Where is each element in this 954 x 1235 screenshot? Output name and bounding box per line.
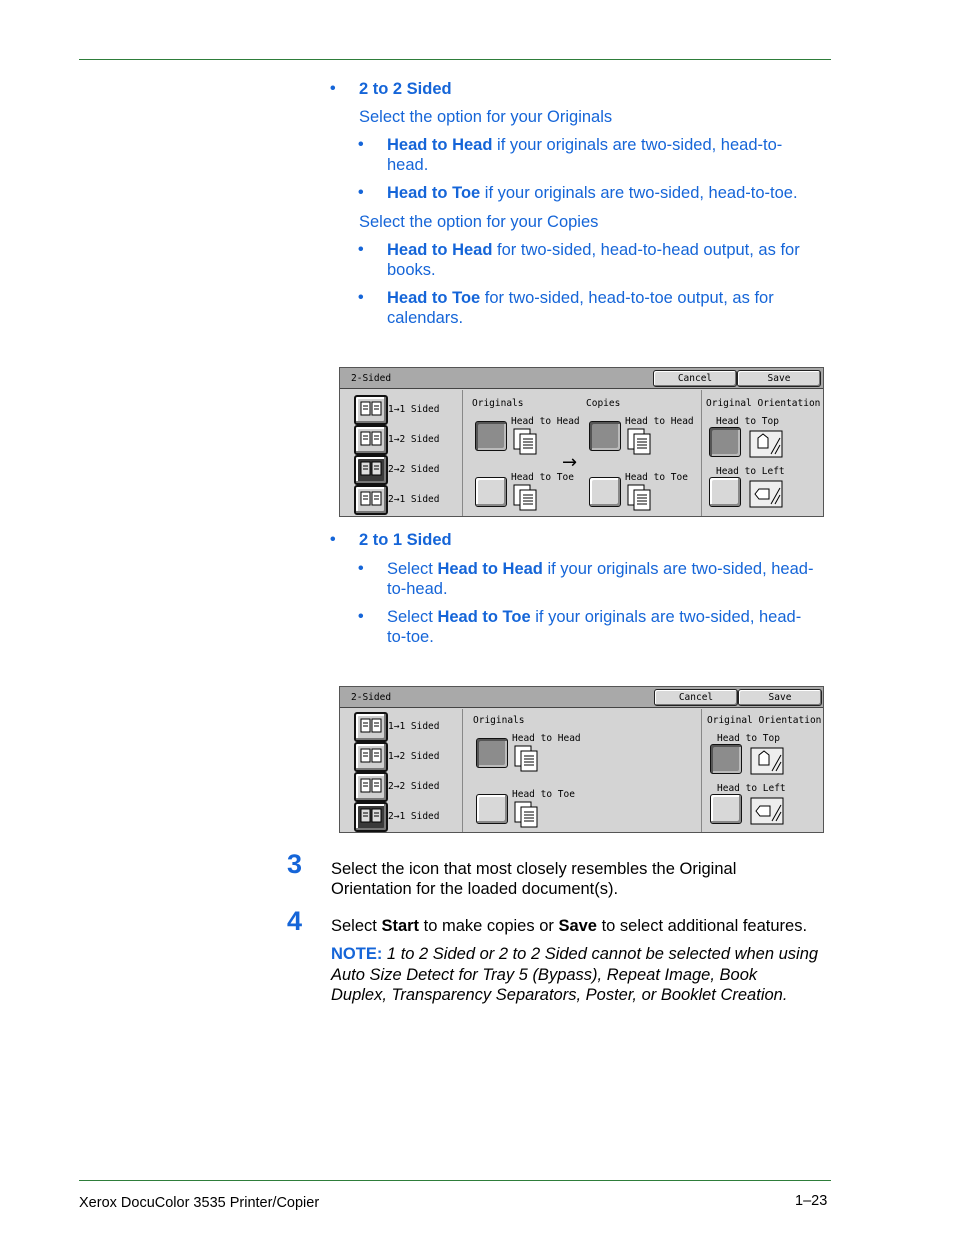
orient-left-label: Head to Left — [716, 466, 785, 477]
2to1-item-1-bold: Head to Head — [437, 560, 543, 578]
orig-h2h-item — [387, 135, 827, 175]
originals-label: Originals — [473, 715, 525, 726]
duplex-icon — [360, 777, 382, 795]
note-line-3: Duplex, Transparency Separators, Poster, or Booklet Creation. — [331, 986, 788, 1004]
copy-h2h-label: Head to Head — [625, 416, 694, 427]
mode-2to2-button[interactable] — [354, 772, 388, 802]
save-button[interactable]: Save — [737, 370, 821, 387]
orig-h2h-label: Head to Head — [512, 733, 581, 744]
footer-product: Xerox DocuColor 3535 Printer/Copier — [79, 1195, 320, 1211]
orientation-label: Original Orientation — [706, 398, 821, 409]
duplex-icon — [360, 400, 382, 418]
orig-h2t-label: Head to Toe — [511, 472, 574, 483]
step-3-line-1: Select the icon that most closely resembles the Original — [331, 860, 737, 878]
duplex-icon — [360, 747, 382, 765]
orig-h2t-item — [387, 183, 827, 203]
mode-2to2-label: 2→2 Sided — [388, 464, 440, 475]
2to1-item-2-text: if your originals are two-sided, head- — [530, 608, 802, 626]
save-button[interactable]: Save — [738, 689, 822, 706]
bullet: • — [358, 289, 364, 306]
mode-2to2-label: 2→2 Sided — [388, 781, 440, 792]
screen-title: 2-Sided — [351, 373, 392, 384]
step-4-start: Start — [381, 917, 420, 935]
duplex-icon — [360, 807, 382, 825]
mode-1to1-label: 1→1 Sided — [388, 404, 440, 415]
mode-1to2-button[interactable] — [354, 742, 388, 772]
orientation-section — [701, 709, 823, 832]
bullet: • — [358, 560, 364, 577]
document-icon — [514, 801, 540, 829]
step-4-mid: to make copies or — [419, 917, 559, 935]
orient-left-label: Head to Left — [717, 783, 786, 794]
step-number-4: 4 — [287, 906, 303, 936]
copy-h2t-item — [387, 288, 827, 328]
mode-2to1-label: 2→1 Sided — [388, 494, 440, 505]
duplex-icon — [360, 490, 382, 508]
2to1-item-1-text: if your originals are two-sided, head- — [542, 560, 814, 578]
duplex-icon — [360, 430, 382, 448]
2to1-item-2-text-2: to-toe. — [387, 628, 434, 646]
mode-1to2-label: 1→2 Sided — [388, 434, 440, 445]
cancel-button[interactable]: Cancel — [653, 370, 737, 387]
2to1-item-1-text-2: to-head. — [387, 580, 448, 598]
bullet: • — [330, 80, 336, 97]
bullet: • — [358, 184, 364, 201]
orientation-left-icon — [749, 480, 783, 508]
copy-h2t-label: Head to Toe — [625, 472, 688, 483]
mode-2to1-button[interactable] — [354, 485, 388, 515]
section-heading-2to1: 2 to 1 Sided — [359, 531, 452, 549]
orient-top-label: Head to Top — [716, 416, 779, 427]
screen-titlebar — [340, 687, 823, 708]
footer-page-number: 1–23 — [795, 1193, 828, 1209]
top-rule — [79, 59, 831, 60]
duplex-icon — [360, 717, 382, 735]
note — [331, 944, 831, 1006]
orig-h2t-bold: Head to Toe — [387, 184, 481, 202]
orig-h2t-label: Head to Toe — [512, 789, 575, 800]
step-4-text — [331, 916, 831, 936]
cancel-button[interactable]: Cancel — [654, 689, 738, 706]
screen-titlebar — [340, 368, 823, 389]
orig-h2h-text: if your originals are two-sided, head-to- — [492, 136, 783, 154]
originals-label: Originals — [472, 398, 524, 409]
copy-h2h-text-2: books. — [387, 261, 436, 279]
document-icon — [627, 428, 653, 456]
orig-h2t-button[interactable] — [475, 477, 507, 507]
orig-h2h-text-2: head. — [387, 156, 429, 174]
step-3-line-2: Orientation for the loaded document(s). — [331, 880, 619, 898]
mode-column — [340, 390, 463, 516]
orig-h2h-bold: Head to Head — [387, 136, 493, 154]
duplex-icon — [360, 460, 382, 478]
orientation-label: Original Orientation — [707, 715, 822, 726]
copy-h2t-button[interactable] — [589, 477, 621, 507]
mode-column — [340, 709, 463, 832]
bullet: • — [358, 136, 364, 153]
arrow-icon: → — [562, 452, 578, 473]
copies-label: Copies — [586, 398, 621, 409]
copy-h2h-text: for two-sided, head-to-head output, as for — [492, 241, 800, 259]
orient-top-label: Head to Top — [717, 733, 780, 744]
document-icon — [513, 428, 539, 456]
copies-intro: Select the option for your Copies — [359, 213, 599, 231]
orient-left-button[interactable] — [710, 794, 742, 824]
mode-1to1-button[interactable] — [354, 712, 388, 742]
screen-title: 2-Sided — [351, 692, 392, 703]
orig-h2h-label: Head to Head — [511, 416, 580, 427]
section-heading-2to2: 2 to 2 Sided — [359, 80, 452, 98]
copy-h2h-bold: Head to Head — [387, 241, 493, 259]
orientation-top-icon — [750, 747, 784, 775]
orientation-top-icon — [749, 430, 783, 458]
copy-h2t-text: for two-sided, head-to-toe output, as for — [480, 289, 774, 307]
step-number-3: 3 — [287, 849, 303, 879]
bullet: • — [358, 608, 364, 625]
mode-1to2-label: 1→2 Sided — [388, 751, 440, 762]
mode-2to2-button[interactable] — [354, 455, 388, 485]
note-line-1: 1 to 2 Sided or 2 to 2 Sided cannot be selected when using — [382, 945, 819, 963]
mode-2to1-label: 2→1 Sided — [388, 811, 440, 822]
2to1-item-2-bold: Head to Toe — [437, 608, 531, 626]
orient-left-button[interactable] — [709, 477, 741, 507]
step-4-post: to select additional features. — [597, 917, 808, 935]
footer-rule — [79, 1180, 831, 1181]
originals-intro: Select the option for your Originals — [359, 108, 613, 126]
bullet: • — [330, 531, 336, 548]
mode-1to1-label: 1→1 Sided — [388, 721, 440, 732]
2to1-item-2-pre: Select — [387, 608, 438, 626]
step-4-pre: Select — [331, 917, 382, 935]
copy-h2t-bold: Head to Toe — [387, 289, 481, 307]
mode-2to1-button[interactable] — [354, 802, 388, 832]
document-icon — [627, 484, 653, 512]
orig-h2h-button[interactable] — [475, 421, 507, 451]
step-4-save: Save — [558, 917, 597, 935]
copy-h2h-item — [387, 240, 827, 280]
two-sided-screen-1 — [339, 367, 824, 517]
copy-h2h-button[interactable] — [589, 421, 621, 451]
step-3-text — [331, 859, 831, 899]
2to1-item-1 — [387, 559, 837, 599]
2to1-item-2 — [387, 607, 837, 647]
note-label: NOTE: — [331, 945, 383, 963]
2to1-item-1-pre: Select — [387, 560, 438, 578]
orig-h2t-button[interactable] — [476, 794, 508, 824]
two-sided-screen-2 — [339, 686, 824, 833]
mode-1to1-button[interactable] — [354, 395, 388, 425]
bullet: • — [358, 241, 364, 258]
orient-top-button[interactable] — [709, 427, 741, 457]
orig-h2t-text: if your originals are two-sided, head-to-toe. — [480, 184, 798, 202]
document-icon — [513, 484, 539, 512]
orient-top-button[interactable] — [710, 744, 742, 774]
orig-h2h-button[interactable] — [476, 738, 508, 768]
copy-h2t-text-2: calendars. — [387, 309, 464, 327]
document-icon — [514, 745, 540, 773]
mode-1to2-button[interactable] — [354, 425, 388, 455]
orientation-section — [701, 390, 823, 516]
orientation-left-icon — [750, 797, 784, 825]
note-line-2: Auto Size Detect for Tray 5 (Bypass), Repeat Image, Book — [331, 965, 758, 984]
